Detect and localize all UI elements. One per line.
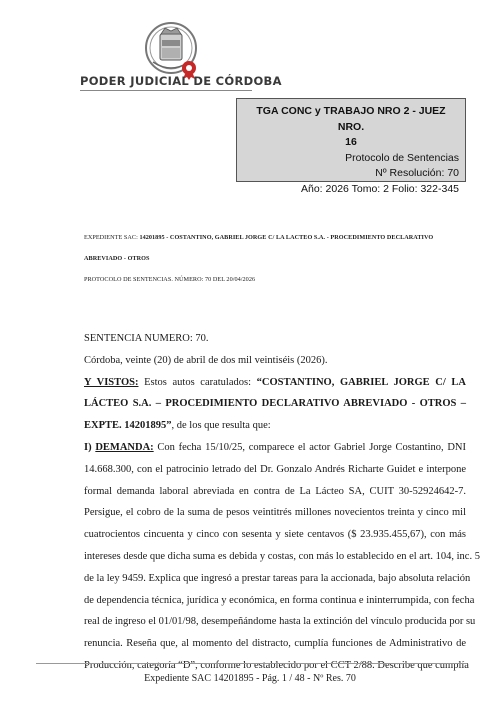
sentence-body [84,328,480,677]
vistos-label: Y VISTOS: [84,376,139,388]
year-tomo-folio: Año: 2026 Tomo: 2 Folio: 322-345 [301,182,459,195]
header-divider [80,90,252,91]
paragraph-line: 14.668.300, con el patrocinio letrado del Dr. Gonzalo Andrés Richarte Guidet e interpone [84,463,466,475]
paragraph-line: de la ley 9459. Explica que ingresó a prestar tareas para la accionada, bajo absoluta relación [84,572,471,584]
paragraph-line: Producción, categoría “D”, conforme lo establecido por el CCT 2/88. Describe que cumplía [84,659,469,671]
court-info-box [236,98,466,195]
expediente-prefix: EXPEDIENTE SAC: [84,234,140,241]
date-line: Córdoba, veinte (20) de abril de dos mil veintiséis (2026). [84,354,328,366]
paragraph-line: intereses desde que dicha suma es debida y costas, con más lo establecido en el art. 104, inc. 5 [84,550,480,562]
vistos-line2: LÁCTEO S.A. – PROCEDIMIENTO DECLARATIVO ABREVIADO - OTROS – [84,398,466,410]
protocol-label: Protocolo de Sentencias [345,151,459,164]
expediente-line [84,234,433,241]
demanda-label: DEMANDA: [95,441,154,453]
footer-divider [36,663,466,664]
page-footer: Expediente SAC 14201895 - Pág. 1 / 48 - Nº Res. 70 [144,673,356,684]
vistos-line1: Y VISTOS: Estos autos caratulados: “COSTANTINO, GABRIEL JORGE C/ LA [84,376,466,388]
paragraph-line: real de ingreso el 01/01/98, desempeñándome hasta la extinción del vínculo producida por su [84,616,476,628]
vistos-line3: EXPTE. 14201895”, de los que resulta que: [84,420,271,432]
expediente-title-cont: ABREVIADO - OTROS [84,255,150,262]
coat-of-arms-seal [143,18,203,80]
expediente-line2 [84,255,149,262]
paragraph-line: renuncia. Reseña que, al momento del distracto, cumplía funciones de Administrativo de [84,638,466,650]
demanda-line1: I) DEMANDA: Con fecha 15/10/25, comparece el actor Gabriel Jorge Costantino, DNI [84,441,467,453]
paragraph-line: Persigue, el cobro de la suma de pesos veintitrés millones novecientos treinta y cinco mil [84,507,466,519]
expediente-title: 14201895 - COSTANTINO, GABRIEL JORGE C/ LA LACTEO S.A. - PROCEDIMIENTO DECLARATIVO [139,234,434,241]
court-name-line2: 16 [345,136,357,148]
resolution-number: Nº Resolución: 70 [375,167,459,179]
protocol-line: PROTOCOLO DE SENTENCIAS. NÚMERO: 70 DEL 20/04/2026 [84,276,256,283]
paragraph-line: cuatrocientos cincuenta y cinco con sesenta y siete centavos ($ 23.935.455,67), con más [84,529,466,541]
sentence-number: SENTENCIA NUMERO: 70. [84,333,209,344]
paragraph-line: de dependencia técnica, jurídica y económica, en forma continua e ininterrumpida, con fecha [84,594,475,606]
organization-name: PODER JUDICIAL DE CÓRDOBA [80,74,282,88]
court-name-line1: TGA CONC y TRABAJO NRO 2 - JUEZ NRO. [256,105,446,133]
paragraph-line: formal demanda laboral abreviada en contra de La Lácteo SA, CUIT 30-52924642-7. [84,485,466,497]
